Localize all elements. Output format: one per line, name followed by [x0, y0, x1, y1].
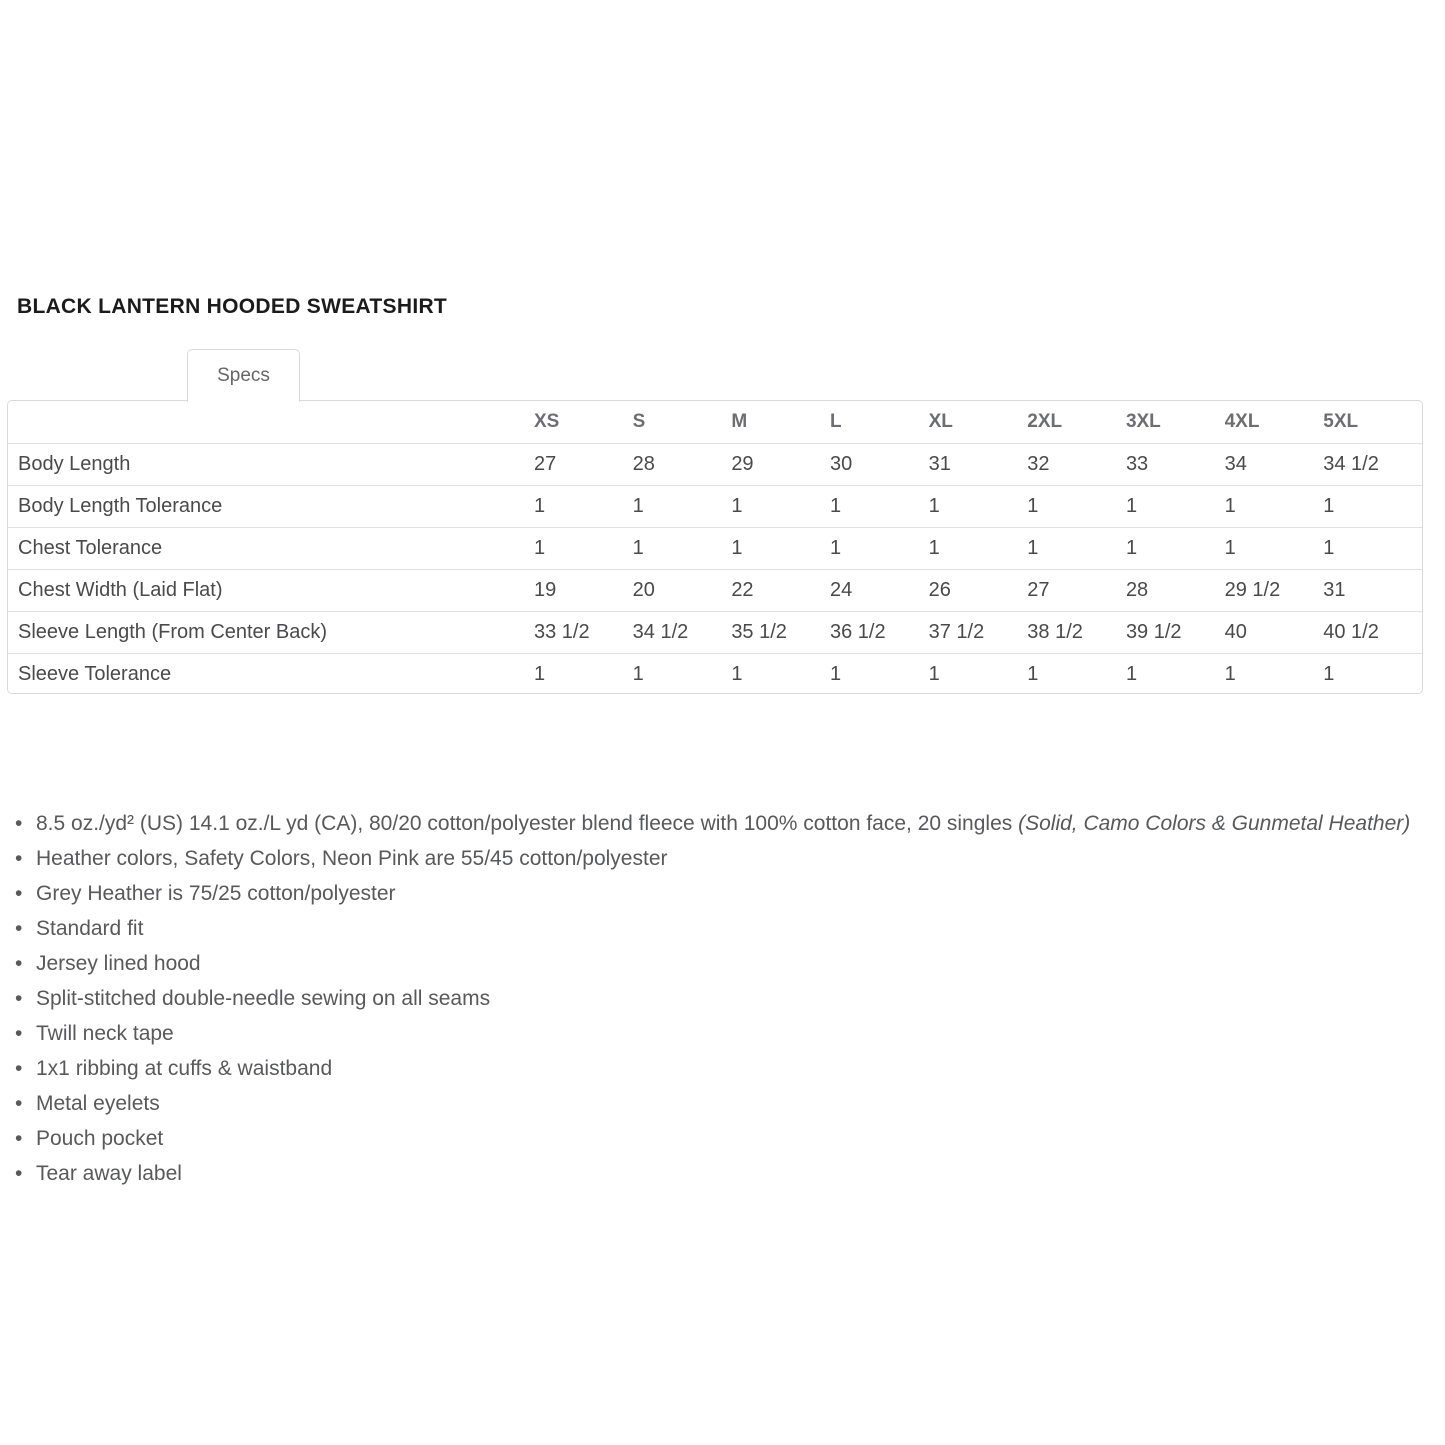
spec-row-label: Sleeve Tolerance: [18, 662, 172, 685]
spec-cell: 1: [1125, 536, 1138, 559]
spec-cell: 29 1/2: [1224, 578, 1281, 601]
size-column-header: XS: [534, 410, 560, 432]
spec-cell: 1: [1027, 536, 1039, 559]
spec-cell: 1: [632, 494, 644, 517]
detail-list-item: [14, 1055, 1426, 1083]
spec-cell: 35 1/2: [731, 620, 787, 643]
table-row: [8, 611, 1422, 653]
page-title: BLACK LANTERN HOODED SWEATSHIRT: [17, 295, 448, 318]
size-column-header: XL: [928, 410, 953, 432]
spec-cell: 31: [928, 452, 951, 475]
spec-cell: 1: [1125, 662, 1138, 685]
detail-list-item: [14, 1160, 1426, 1188]
detail-text: Heather colors, Safety Colors, Neon Pink are 55/45 cotton/polyester: [36, 847, 668, 870]
spec-cell: 19: [534, 578, 557, 601]
size-column-header: L: [829, 410, 842, 432]
spec-cell: 20: [632, 578, 655, 601]
detail-text: Pouch pocket: [36, 1127, 164, 1150]
detail-text: Split-stitched double-needle sewing on all seams: [36, 987, 491, 1010]
spec-cell: 1: [1224, 494, 1236, 517]
spec-cell: 1: [829, 536, 842, 559]
detail-text: Grey Heather is 75/25 cotton/polyester: [36, 882, 396, 905]
spec-table: [8, 401, 1422, 694]
tab-specs[interactable]: [187, 349, 300, 402]
table-row: [8, 485, 1422, 527]
spec-cell: 24: [829, 578, 853, 601]
spec-row-label: Sleeve Length (From Center Back): [18, 620, 328, 643]
detail-text: Standard fit: [36, 917, 144, 940]
spec-cell: 28: [1125, 578, 1149, 601]
spec-cell: 1: [1125, 494, 1138, 517]
spec-cell: 33: [1125, 452, 1149, 475]
table-row: [8, 569, 1422, 611]
spec-cell: 39 1/2: [1125, 620, 1182, 643]
table-row: [8, 443, 1422, 485]
size-column-header: 5XL: [1323, 410, 1359, 432]
spec-cell: 22: [731, 578, 754, 601]
spec-cell: 1: [829, 662, 842, 685]
spec-cell: 29: [731, 452, 754, 475]
details-list: [14, 810, 1426, 1195]
spec-cell: 1: [1027, 494, 1039, 517]
spec-row-label: Chest Width (Laid Flat): [18, 578, 223, 601]
size-column-header: 2XL: [1027, 410, 1063, 432]
spec-table-header-row: [8, 401, 1422, 443]
spec-cell: 1: [1323, 536, 1335, 559]
spec-row-label: Body Length: [18, 452, 131, 475]
detail-list-item: [14, 915, 1426, 943]
table-row: [8, 527, 1422, 569]
tab-specs-label: Specs: [217, 365, 270, 386]
detail-list-item: [14, 1125, 1426, 1153]
spec-cell: 40 1/2: [1323, 620, 1379, 643]
detail-list-item: [14, 880, 1426, 908]
table-row: [8, 653, 1422, 694]
spec-cell: 26: [928, 578, 951, 601]
spec-row-label: Body Length Tolerance: [18, 494, 223, 517]
spec-cell: 1: [829, 494, 842, 517]
detail-list-item: [14, 985, 1426, 1013]
spec-cell: 1: [534, 536, 546, 559]
spec-cell: 32: [1027, 452, 1050, 475]
spec-table-header-spacer: [8, 401, 534, 443]
detail-text: Jersey lined hood: [36, 952, 201, 975]
spec-cell: 1: [1224, 662, 1236, 685]
spec-cell: 37 1/2: [928, 620, 985, 643]
detail-list-item: [14, 950, 1426, 978]
spec-cell: 34: [1224, 452, 1247, 475]
size-column-header: M: [731, 410, 748, 432]
spec-cell: 1: [731, 662, 743, 685]
spec-cell: 1: [632, 536, 644, 559]
spec-panel: [7, 400, 1423, 694]
detail-list-item: [14, 1090, 1426, 1118]
detail-text: 8.5 oz./yd² (US) 14.1 oz./L yd (CA), 80/20 cotton/polyester blend fleece with 100% cotton face, 20 singles: [36, 812, 1019, 835]
spec-cell: 1: [1323, 494, 1335, 517]
spec-cell: 1: [928, 662, 940, 685]
size-column-header: 3XL: [1125, 410, 1161, 432]
spec-cell: 1: [731, 494, 743, 517]
detail-list-item: [14, 1020, 1426, 1048]
detail-text: Metal eyelets: [36, 1092, 160, 1115]
spec-cell: 40: [1224, 620, 1247, 643]
spec-cell: 1: [534, 494, 546, 517]
spec-row-label: Chest Tolerance: [18, 536, 163, 559]
spec-cell: 34 1/2: [1323, 452, 1379, 475]
spec-cell: 1: [1027, 662, 1039, 685]
spec-cell: 27: [534, 452, 557, 475]
spec-cell: 31: [1323, 578, 1346, 601]
detail-text-italic: (Solid, Camo Colors & Gunmetal Heather): [1018, 812, 1411, 835]
spec-cell: 27: [1027, 578, 1050, 601]
spec-cell: 33 1/2: [534, 620, 590, 643]
spec-cell: 34 1/2: [632, 620, 689, 643]
spec-cell: 1: [534, 662, 546, 685]
detail-list-item: [14, 810, 1426, 838]
detail-text: Tear away label: [36, 1162, 182, 1185]
spec-table-body: [8, 443, 1422, 694]
size-column-header: 4XL: [1224, 410, 1260, 432]
spec-cell: 1: [928, 494, 940, 517]
spec-cell: 1: [632, 662, 644, 685]
spec-cell: 1: [1224, 536, 1236, 559]
size-column-header: S: [632, 410, 646, 432]
detail-list-item: [14, 845, 1426, 873]
spec-cell: 38 1/2: [1027, 620, 1083, 643]
spec-cell: 36 1/2: [829, 620, 886, 643]
spec-cell: 28: [632, 452, 655, 475]
spec-cell: 1: [1323, 662, 1335, 685]
spec-cell: 1: [928, 536, 940, 559]
detail-text: Twill neck tape: [36, 1022, 174, 1045]
detail-text: 1x1 ribbing at cuffs & waistband: [36, 1057, 333, 1080]
spec-cell: 30: [829, 452, 853, 475]
spec-cell: 1: [731, 536, 743, 559]
